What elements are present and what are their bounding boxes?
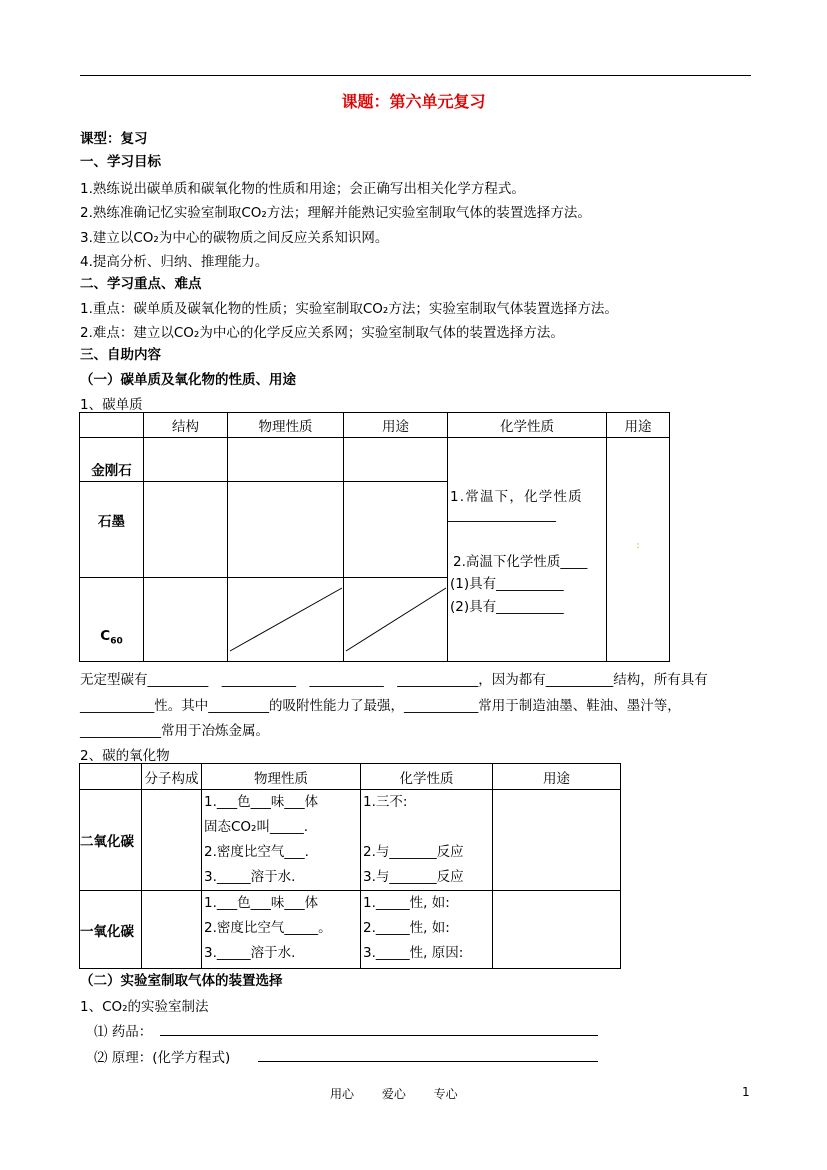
reagents-label: ⑴ 药品： [94, 1024, 153, 1040]
use-cell-2: : [607, 438, 670, 662]
subsection-2-heading: （二）实验室制取气体的装置选择 [80, 973, 283, 989]
co2-phys-3: 2.密度比空气___. [204, 844, 309, 860]
co2-chem-3: 3.与_______反应 [363, 869, 464, 885]
table-1-header-use-2: 用途 [607, 413, 670, 438]
co2-chem-blank [363, 815, 490, 840]
co-phys-3: 3._____溶于水. [204, 945, 296, 961]
difficult-point: 2.难点：建立以CO₂为中心的化学反应关系网；实验室制取气体的装置选择方法。 [80, 325, 564, 341]
header-rule [80, 75, 751, 76]
reagents-answer-line [160, 1035, 598, 1036]
principle-answer-line [258, 1061, 598, 1062]
co2-lab-method: 1、CO₂的实验室制法 [80, 999, 209, 1015]
row-label-graphite: 石墨 [80, 482, 144, 578]
table-1-header-chemical: 化学性质 [448, 413, 607, 438]
footer-motto: 用心 爱心 专心 [330, 1087, 458, 1101]
subsection-1-heading: （一）碳单质及氧化物的性质、用途 [80, 372, 296, 388]
cell [228, 438, 344, 482]
co2-phys-1: 1.___色___味___体 [204, 794, 319, 810]
co2-physical-cell [202, 790, 361, 891]
diagonal-cell-2 [344, 578, 448, 662]
row-label-co2: 二氧化碳 [80, 790, 142, 891]
carbon-oxides-table [79, 763, 621, 969]
co-chem-2: 2._____性, 如: [363, 920, 450, 936]
table-1-header-use: 用途 [344, 413, 448, 438]
chem-prop-1: 1.常温下，化学性质 [450, 489, 583, 505]
chem-prop-2-2: (2)具有__________ [450, 599, 564, 615]
amorphous-carbon-line-1: 无定型碳有_________ ___________ ___________ ____________，因为都有__________结构，所有具有 [80, 672, 708, 688]
diagonal-cell-1 [228, 578, 344, 662]
table-1-header-empty [80, 413, 144, 438]
cell [493, 790, 621, 891]
co2-chem-1: 1.三不: [363, 794, 408, 810]
diagonal-line [228, 578, 344, 661]
chem-prop-1-blank: ________________ [448, 507, 556, 523]
section-2-heading: 二、学习重点、难点 [80, 276, 202, 292]
cell [144, 482, 228, 578]
cell [144, 578, 228, 662]
amorphous-carbon-line-2: ___________性。其中_________的吸附性能力了最强，___________常用于制造油墨、鞋油、墨汁等， [80, 698, 681, 714]
co-chem-3: 3._____性, 原因: [363, 945, 464, 961]
key-point: 1.重点：碳单质及碳氧化物的性质；实验室制取CO₂方法；实验室制取气体装置选择方法。 [80, 301, 618, 317]
chem-prop-2-1: (1)具有__________ [450, 576, 564, 592]
table-2-header-chemical: 化学性质 [361, 764, 493, 790]
co2-chem-2: 2.与_______反应 [363, 844, 464, 860]
lesson-type: 课型：复习 [80, 131, 148, 147]
cell [493, 891, 621, 969]
co-phys-1: 1.___色___味___体 [204, 895, 319, 911]
co-phys-2: 2.密度比空气_____。 [204, 920, 332, 936]
cell [142, 891, 202, 969]
row-label-c60: $C_{60}$ [80, 578, 144, 662]
cell [228, 482, 344, 578]
principle-label: ⑵ 原理：(化学方程式) [94, 1050, 231, 1066]
table-1-caption: 1、碳单质 [80, 397, 143, 413]
co2-phys-2: 固态CO₂叫_____. [204, 819, 309, 835]
section-1-heading: 一、学习目标 [80, 154, 161, 170]
amorphous-carbon-line-3: ____________常用于冶炼金属。 [80, 723, 269, 739]
table-2-header-molecule: 分子构成 [142, 764, 202, 790]
row-label-diamond: 金刚石 [80, 438, 144, 482]
table-2-header-physical: 物理性质 [202, 764, 361, 790]
section-3-heading: 三、自助内容 [80, 347, 161, 363]
table-1-header-structure: 结构 [144, 413, 228, 438]
cell [344, 438, 448, 482]
co-chemical-cell [361, 891, 493, 969]
co2-phys-4: 3._____溶于水. [204, 869, 296, 885]
co2-chemical-cell [361, 790, 493, 891]
objective-3: 3.建立以CO₂为中心的碳物质之间反应关系知识网。 [80, 230, 389, 246]
row-label-co: 一氧化碳 [80, 891, 142, 969]
objective-2: 2.熟练准确记忆实验室制取CO₂方法；理解并能熟记实验室制取气体的装置选择方法。 [80, 205, 591, 221]
co-physical-cell [202, 891, 361, 969]
page-number: 1 [742, 1085, 750, 1099]
objective-4: 4.提高分析、归纳、推理能力。 [80, 254, 269, 270]
cell [144, 438, 228, 482]
page-title: 课题：第六单元复习 [341, 92, 486, 111]
co-chem-1: 1._____性, 如: [363, 895, 450, 911]
table-2-header-empty [80, 764, 142, 790]
table-1-header-physical: 物理性质 [228, 413, 344, 438]
cell [344, 482, 448, 578]
diagonal-line [344, 578, 448, 661]
cell [142, 790, 202, 891]
table-2-header-use: 用途 [493, 764, 621, 790]
table-2-caption: 2、碳的氧化物 [80, 748, 170, 764]
carbon-elements-table [79, 412, 670, 662]
chemical-properties-cell [448, 438, 607, 662]
chem-prop-2: 2.高温下化学性质____ [453, 554, 588, 570]
objective-1: 1.熟练说出碳单质和碳氧化物的性质和用途；会正确写出相关化学方程式。 [80, 181, 525, 197]
